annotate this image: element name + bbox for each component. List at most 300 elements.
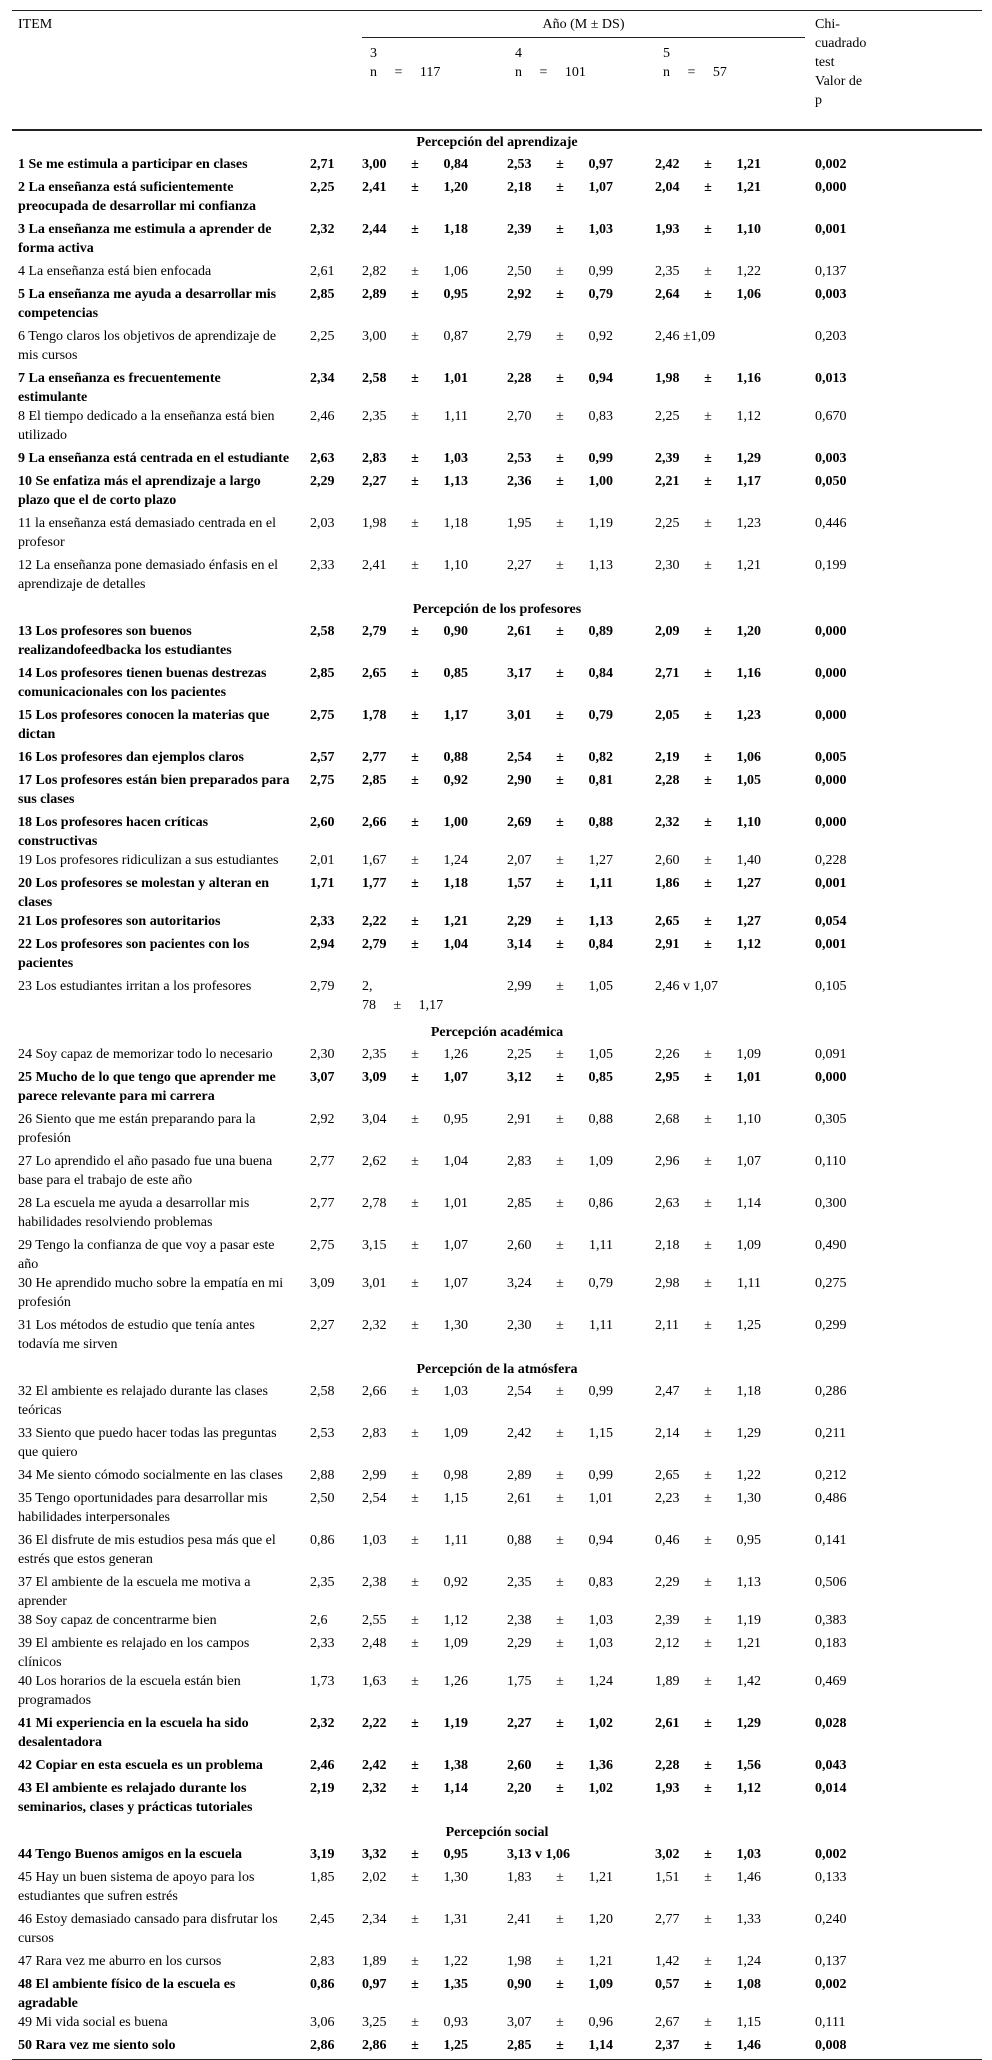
plus-minus-symbol: ± <box>411 1870 419 1885</box>
plus-minus-symbol: ± <box>411 1196 419 1211</box>
p-value: 0,091 <box>815 1047 847 1062</box>
mean-value: 3,24 <box>507 1276 532 1291</box>
mean-sd-cell <box>362 1845 507 1868</box>
plus-minus-symbol: ± <box>704 157 712 172</box>
plus-minus-symbol: ± <box>411 1047 419 1062</box>
mean-value: 0,90 <box>507 1977 532 1992</box>
mean-value: 2,86 <box>362 2038 387 2053</box>
general-mean: 2,34 <box>310 371 335 386</box>
sd-value: 0,89 <box>588 624 613 639</box>
mean-value: 2,36 <box>507 474 532 489</box>
plus-minus-symbol: ± <box>556 876 564 891</box>
plus-minus-symbol: ± <box>704 773 712 788</box>
mean-sd-cell <box>655 369 805 407</box>
p-value: 0,133 <box>815 1870 847 1885</box>
sd-value: 1,17 <box>736 474 761 489</box>
mean-sd-cell <box>507 155 655 178</box>
sd-value: 1,18 <box>736 1384 761 1399</box>
plus-minus-symbol: ± <box>411 1491 419 1506</box>
mean-value: 2,90 <box>507 773 532 788</box>
mean-value: 2,41 <box>507 1912 532 1927</box>
sd-value: 0,90 <box>443 624 468 639</box>
mean-sd-cell <box>655 1466 805 1489</box>
sd-value: 0,79 <box>588 708 613 723</box>
sd-value: 1,09 <box>443 1426 468 1441</box>
general-mean: 2,35 <box>310 1575 335 1590</box>
plus-minus-symbol: ± <box>411 2015 419 2030</box>
p-value: 0,002 <box>815 1847 847 1862</box>
plus-minus-symbol: ± <box>704 1047 712 1062</box>
mean-sd-cell <box>507 1152 655 1194</box>
mean-value: 2,62 <box>362 1154 387 1169</box>
plus-minus-symbol: ± <box>556 1318 564 1333</box>
sd-value: 1,31 <box>443 1912 468 1927</box>
plus-minus-symbol: ± <box>411 1716 419 1731</box>
plus-minus-symbol: ± <box>704 558 712 573</box>
plus-minus-symbol: ± <box>704 1276 712 1291</box>
plus-minus-symbol: ± <box>704 1426 712 1441</box>
mean-sd-cell <box>362 1531 507 1573</box>
mean-value: 2,30 <box>655 558 680 573</box>
mean-value: 2,12 <box>655 1636 680 1651</box>
mean-value: 0,97 <box>362 1977 387 1992</box>
mean-value: 2,27 <box>507 558 532 573</box>
mean-value: 2,85 <box>362 773 387 788</box>
sd-value: 1,07 <box>443 1276 468 1291</box>
mean-sd-cell <box>362 472 507 514</box>
sd-value: 1,06 <box>736 287 761 302</box>
sd-value: 1,11 <box>589 1318 613 1333</box>
plus-minus-symbol: ± <box>411 409 419 424</box>
mean-sd-cell <box>655 1110 805 1152</box>
sd-value: 1,46 <box>736 2038 761 2053</box>
mean-value: 2,35 <box>362 409 387 424</box>
mean-sd-cell <box>655 178 805 220</box>
mean-sd-cell <box>507 1110 655 1152</box>
mean-value: 2,82 <box>362 264 387 279</box>
sd-value: 0,88 <box>588 1112 613 1127</box>
sd-value: 0,93 <box>443 2015 468 2030</box>
mean-sd-cell <box>655 935 805 977</box>
sd-value: 0,92 <box>443 1575 468 1590</box>
item-text: 20 Los profesores se molestan y alteran en clases <box>18 876 270 910</box>
sd-value: 0,85 <box>588 1070 613 1085</box>
sd-value: 1,20 <box>588 1912 613 1927</box>
plus-minus-symbol: ± <box>704 1318 712 1333</box>
table-row <box>12 1573 982 1611</box>
mean-sd-cell <box>362 407 507 449</box>
p-value: 0,014 <box>815 1781 847 1796</box>
sd-value: 1,26 <box>443 1674 468 1689</box>
plus-minus-symbol: ± <box>411 1112 419 1127</box>
general-mean: 2,86 <box>302 2036 362 2060</box>
item-text: 40 Los horarios de la escuela están bien programados <box>18 1674 241 1708</box>
sd-value: 1,23 <box>736 516 761 531</box>
item-text: 50 Rara vez me siento solo <box>12 2036 302 2060</box>
general-mean: 2,60 <box>310 815 335 830</box>
mean-sd-cell <box>362 1756 507 1779</box>
sd-value: 1,21 <box>736 157 761 172</box>
sd-value: 1,21 <box>736 180 761 195</box>
sd-value: 1,16 <box>736 371 761 386</box>
item-text: 15 Los profesores conocen la materias que dictan <box>18 708 270 742</box>
sd-value: 1,11 <box>444 409 468 424</box>
mean-sd-cell <box>655 1045 805 1068</box>
p-value: 0,000 <box>815 773 847 788</box>
general-mean: 2,77 <box>310 1154 335 1169</box>
p-value: 0,110 <box>815 1154 847 1169</box>
sd-value: 1,03 <box>443 451 468 466</box>
table-row <box>12 1756 982 1779</box>
mean-value: 3,15 <box>362 1238 387 1253</box>
mean-sd-cell <box>507 1634 655 1672</box>
mean-sd-cell <box>507 874 655 912</box>
mean-value: 2,26 <box>655 1047 680 1062</box>
p-value: 0,286 <box>815 1384 847 1399</box>
mean-sd-cell <box>507 1756 655 1779</box>
section-title: Percepción de la atmósfera <box>416 1362 578 1377</box>
table-row <box>12 935 982 977</box>
mean-sd-cell <box>655 556 805 598</box>
mean-sd-cell <box>655 1316 805 1358</box>
item-text: 46 Estoy demasiado cansado para disfrutar los cursos <box>18 1912 278 1946</box>
mean-sd-cell <box>655 285 805 327</box>
mean-sd-cell <box>507 1714 655 1756</box>
item-text: 11 la enseñanza está demasiado centrada en el profesor <box>18 516 276 550</box>
item-text: 36 El disfrute de mis estudios pesa más que el estrés que estos generan <box>18 1533 276 1567</box>
mean-sd-cell <box>362 327 507 369</box>
mean-sd-cell <box>362 1194 507 1236</box>
item-text: 3 La enseñanza me estimula a aprender de forma activa <box>18 222 272 256</box>
sd-value: 0,94 <box>588 371 613 386</box>
plus-minus-symbol: ± <box>411 1954 419 1969</box>
plus-minus-symbol: ± <box>411 708 419 723</box>
plus-minus-symbol: ± <box>704 516 712 531</box>
mean-sd-cell <box>362 178 507 220</box>
mean-value: 2,23 <box>655 1491 680 1506</box>
sd-value: 1,23 <box>736 708 761 723</box>
plus-minus-symbol: ± <box>704 2038 712 2053</box>
mean-value: 1,51 <box>655 1870 680 1885</box>
item-text: 48 El ambiente físico de la escuela es agradable <box>18 1977 236 2011</box>
item-text: 39 El ambiente es relajado en los campos clínicos <box>18 1636 250 1670</box>
plus-minus-symbol: ± <box>411 1912 419 1927</box>
sd-value: 1,21 <box>588 1870 613 1885</box>
p-value: 0,000 <box>815 815 847 830</box>
table-row <box>12 771 982 813</box>
plus-minus-symbol: ± <box>411 1276 419 1291</box>
p-value: 0,000 <box>815 180 847 195</box>
table-row <box>12 1868 982 1910</box>
table-row <box>12 851 982 874</box>
mean-sd-cell <box>655 155 805 178</box>
plus-minus-symbol: ± <box>704 853 712 868</box>
p-value: 0,003 <box>815 451 847 466</box>
mean-value: 2,22 <box>362 914 387 929</box>
table-row <box>12 220 982 262</box>
sd-value: 1,21 <box>736 1636 761 1651</box>
plus-minus-symbol: ± <box>411 1318 419 1333</box>
mean-value: 2,64 <box>655 287 680 302</box>
mean-value: 2,60 <box>655 853 680 868</box>
plus-minus-symbol: ± <box>704 180 712 195</box>
item-text: 16 Los profesores dan ejemplos claros <box>18 750 244 765</box>
general-mean: 2,45 <box>310 1912 335 1927</box>
table-row <box>12 1952 982 1975</box>
mean-value: 1,98 <box>507 1954 532 1969</box>
mean-sd-cell <box>655 1194 805 1236</box>
item-text: 32 El ambiente es relajado durante las clases teóricas <box>18 1384 268 1418</box>
p-value: 0,275 <box>815 1276 847 1291</box>
p-value: 0,028 <box>815 1716 847 1731</box>
mean-value: 2,41 <box>362 558 387 573</box>
plus-minus-symbol: ± <box>411 1533 419 1548</box>
plus-minus-symbol: ± <box>556 451 564 466</box>
mean-value: 2,44 <box>362 222 387 237</box>
plus-minus-symbol: ± <box>704 2015 712 2030</box>
mean-sd-cell <box>655 220 805 262</box>
table-row <box>12 1110 982 1152</box>
header-chi-line: test <box>815 55 835 70</box>
item-text: 18 Los profesores hacen críticas constructivas <box>18 815 209 849</box>
table-row <box>12 1274 982 1316</box>
mean-value: 2,68 <box>655 1112 680 1127</box>
plus-minus-symbol: ± <box>556 558 564 573</box>
general-mean: 2,75 <box>310 708 335 723</box>
mean-value: 2,07 <box>507 853 532 868</box>
header-n-count: n = 57 <box>663 65 727 80</box>
mean-value: 1,89 <box>362 1954 387 1969</box>
mean-value: 2,29 <box>507 914 532 929</box>
plus-minus-symbol: ± <box>704 1674 712 1689</box>
sd-value: 0,87 <box>443 329 468 344</box>
p-value: 0,000 <box>815 624 847 639</box>
mean-value: 2,25 <box>655 409 680 424</box>
table-row <box>12 706 982 748</box>
general-mean: 2,75 <box>310 773 335 788</box>
header-year-3 <box>362 38 507 127</box>
item-text: 24 Soy capaz de memorizar todo lo necesario <box>18 1047 273 1062</box>
mean-sd-cell <box>507 1573 655 1611</box>
mean-value: 2,63 <box>655 1196 680 1211</box>
sd-value: 1,46 <box>736 1870 761 1885</box>
general-mean: 2,01 <box>310 853 335 868</box>
mean-value: 2,11 <box>655 1318 679 1333</box>
sd-value: 0,95 <box>443 1112 468 1127</box>
plus-minus-symbol: ± <box>556 1112 564 1127</box>
plus-minus-symbol: ± <box>556 157 564 172</box>
mean-sd-cell <box>362 1672 507 1714</box>
general-mean: 3,07 <box>310 1070 335 1085</box>
sd-value: 1,01 <box>443 371 468 386</box>
mean-sd-cell <box>362 851 507 874</box>
header-year-label: 5 <box>663 46 670 61</box>
mean-value: 2,18 <box>655 1238 680 1253</box>
sd-value: 1,05 <box>736 773 761 788</box>
sd-value: 1,09 <box>736 1238 761 1253</box>
sd-value: 1,25 <box>736 1318 761 1333</box>
plus-minus-symbol: ± <box>411 1613 419 1628</box>
sd-value: 1,19 <box>588 516 613 531</box>
mean-value: 2,85 <box>507 2038 532 2053</box>
sd-value: 1,09 <box>443 1636 468 1651</box>
mean-sd-cell <box>507 622 655 664</box>
mean-sd-cell <box>655 1236 805 1274</box>
mean-sd-cell <box>362 1489 507 1531</box>
sd-value: 0,84 <box>588 937 613 952</box>
plus-minus-symbol: ± <box>704 264 712 279</box>
mean-sd-cell <box>362 1952 507 1975</box>
mean-sd-cell <box>507 1672 655 1714</box>
mean-sd-cell <box>507 1316 655 1358</box>
table-row <box>12 2013 982 2036</box>
table-row <box>12 748 982 771</box>
general-mean: 0,86 <box>310 1533 335 1548</box>
mean-value: 2,65 <box>655 914 680 929</box>
plus-minus-symbol: ± <box>556 1238 564 1253</box>
p-value: 0,383 <box>815 1613 847 1628</box>
mean-value: 2,39 <box>507 222 532 237</box>
mean-sd-cell <box>362 556 507 598</box>
sd-value: 1,36 <box>588 1758 613 1773</box>
table-row <box>12 1068 982 1110</box>
table-row <box>12 327 982 369</box>
mean-sd-cell <box>362 1110 507 1152</box>
plus-minus-symbol: ± <box>704 1847 712 1862</box>
general-mean: 2,57 <box>310 750 335 765</box>
p-value: 0,008 <box>805 2036 982 2060</box>
sd-value: 1,03 <box>443 1384 468 1399</box>
item-text: 9 La enseñanza está centrada en el estudiante <box>18 451 290 466</box>
plus-minus-symbol: ± <box>704 287 712 302</box>
mean-sd-cell <box>655 1672 805 1714</box>
item-text: 22 Los profesores son pacientes con los pacientes <box>18 937 250 971</box>
mean-value: 0,46 <box>655 1533 680 1548</box>
plus-minus-symbol: ± <box>704 1070 712 1085</box>
sd-value: 1,10 <box>443 558 468 573</box>
p-value: 0,300 <box>815 1196 847 1211</box>
mean-value: 1,77 <box>362 876 387 891</box>
mean-value: 2,48 <box>362 1636 387 1651</box>
plus-minus-symbol: ± <box>556 1426 564 1441</box>
mean-sd-cell <box>655 1152 805 1194</box>
sd-value: 1,16 <box>736 666 761 681</box>
section-header-row <box>12 1358 982 1382</box>
general-mean: 2,50 <box>310 1491 335 1506</box>
mean-value: 2,39 <box>655 1613 680 1628</box>
plus-minus-symbol: ± <box>556 815 564 830</box>
plus-minus-symbol: ± <box>556 1575 564 1590</box>
sd-value: 1,30 <box>443 1318 468 1333</box>
p-value: 0,199 <box>815 558 847 573</box>
plus-minus-symbol: ± <box>411 876 419 891</box>
plus-minus-symbol: ± <box>704 937 712 952</box>
plus-minus-symbol: ± <box>556 853 564 868</box>
table-row <box>12 407 982 449</box>
mean-value: 1,98 <box>655 371 680 386</box>
plus-minus-symbol: ± <box>556 1196 564 1211</box>
plus-minus-symbol: ± <box>556 1070 564 1085</box>
plus-minus-symbol: ± <box>411 1238 419 1253</box>
sd-value: 1,30 <box>736 1491 761 1506</box>
item-text: 7 La enseñanza es frecuentemente estimulante <box>18 371 221 405</box>
sd-value: 0,95 <box>443 287 468 302</box>
item-text: 19 Los profesores ridiculizan a sus estudiantes <box>18 853 279 868</box>
section-title: Percepción de los profesores <box>412 602 582 617</box>
item-text: 27 Lo aprendido el año pasado fue una buena base para el trabajo de este año <box>18 1154 273 1188</box>
header-year-5 <box>655 38 805 127</box>
mean-sd-cell <box>362 514 507 556</box>
mean-sd-text: 2,46 v 1,07 <box>655 979 718 994</box>
mean-value: 2,95 <box>655 1070 680 1085</box>
mean-sd-cell <box>507 1045 655 1068</box>
sd-value: 1,14 <box>736 1196 761 1211</box>
plus-minus-symbol: ± <box>556 1674 564 1689</box>
plus-minus-symbol: ± <box>411 264 419 279</box>
sd-value: 0,96 <box>588 2015 613 2030</box>
mean-value: 1,83 <box>507 1870 532 1885</box>
mean-value: 2,35 <box>655 264 680 279</box>
mean-sd-cell <box>655 706 805 748</box>
mean-sd-cell <box>507 1910 655 1952</box>
plus-minus-symbol: ± <box>556 624 564 639</box>
sd-value: 1,22 <box>736 1468 761 1483</box>
sd-value: 1,24 <box>736 1954 761 1969</box>
header-n-count: n = 117 <box>370 65 441 80</box>
mean-sd-cell <box>655 1975 805 2013</box>
general-mean: 2,29 <box>310 474 335 489</box>
sd-value: 1,08 <box>736 1977 761 1992</box>
sd-value: 1,09 <box>736 1047 761 1062</box>
table-row <box>12 514 982 556</box>
mean-value: 1,57 <box>507 876 532 891</box>
general-mean: 2,46 <box>310 1758 335 1773</box>
general-mean: 2,30 <box>310 1047 335 1062</box>
general-mean: 2,85 <box>310 287 335 302</box>
item-text: 34 Me siento cómodo socialmente en las clases <box>18 1468 283 1483</box>
sd-value: 1,02 <box>588 1781 613 1796</box>
general-mean: 2,58 <box>310 1384 335 1399</box>
mean-sd-cell <box>507 514 655 556</box>
mean-value: 2,28 <box>655 1758 680 1773</box>
mean-value: 2,58 <box>362 371 387 386</box>
mean-sd-cell <box>362 1045 507 1068</box>
sd-value: 1,42 <box>736 1674 761 1689</box>
table-row <box>12 1714 982 1756</box>
sd-value: 1,03 <box>588 1636 613 1651</box>
sd-value: 1,30 <box>443 1870 468 1885</box>
mean-sd-cell <box>655 1634 805 1672</box>
sd-value: 1,15 <box>736 2015 761 2030</box>
p-value: 0,001 <box>815 937 847 952</box>
general-mean: 1,85 <box>310 1870 335 1885</box>
p-value: 0,043 <box>815 1758 847 1773</box>
mean-sd-cell <box>362 1634 507 1672</box>
general-mean: 2,75 <box>310 1238 335 1253</box>
mean-value: 2,54 <box>507 750 532 765</box>
table-row <box>12 556 982 598</box>
mean-value: 1,86 <box>655 876 680 891</box>
item-text: 5 La enseñanza me ayuda a desarrollar mis competencias <box>18 287 277 321</box>
sd-value: 1,12 <box>736 409 761 424</box>
plus-minus-symbol: ± <box>411 1758 419 1773</box>
sd-value: 0,99 <box>588 1384 613 1399</box>
mean-sd-cell <box>655 1573 805 1611</box>
mean-value: 2,69 <box>507 815 532 830</box>
sd-value: 1,11 <box>589 876 613 891</box>
plus-minus-symbol: ± <box>704 371 712 386</box>
mean-sd-cell <box>362 1611 507 1634</box>
